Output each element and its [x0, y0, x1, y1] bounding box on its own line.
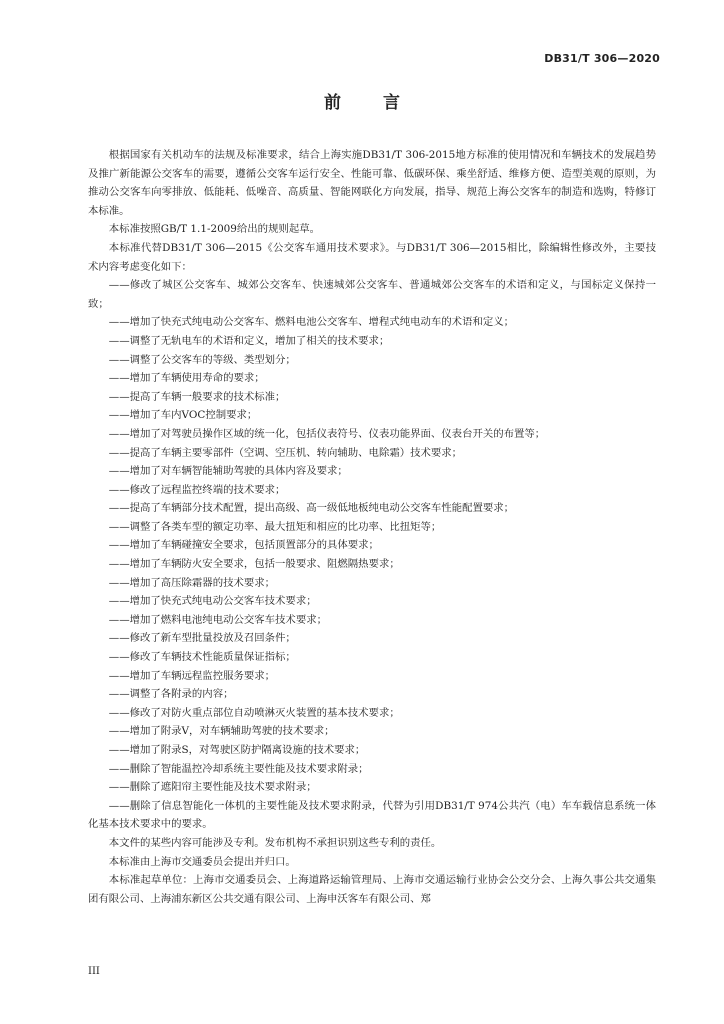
- page-number: III: [88, 966, 100, 977]
- paragraph: 本标准起草单位：上海市交通委员会、上海道路运输管理局、上海市交通运输行业协会公交分会、上海久事公共交通集团有限公司、上海浦东新区公共交通有限公司、上海申沃客车有限公司、郑: [88, 874, 656, 905]
- change-item: ——修改了城区公交客车、城郊公交客车、快速城郊公交客车、普通城郊公交客车的术语和定义，与国标定义保持一致；: [88, 279, 656, 310]
- page-title: 前 言: [324, 93, 418, 113]
- change-item: ——提高了车辆主要零部件（空调、空压机、转向辅助、电除霜）技术要求；: [108, 446, 463, 459]
- change-item: ——增加了对车辆智能辅助驾驶的具体内容及要求；: [108, 465, 348, 478]
- change-item: ——增加了附录V，对车辆辅助驾驶的技术要求；: [108, 725, 335, 738]
- change-item: ——调整了公交客车的等级、类型划分；: [108, 353, 296, 366]
- change-item: ——调整了无轨电车的术语和定义，增加了相关的技术要求；: [108, 334, 390, 347]
- paragraph: 本文件的某些内容可能涉及专利。发布机构不承担识别这些专利的责任。: [108, 836, 442, 849]
- change-item: ——增加了快充式纯电动公交客车技术要求；: [108, 595, 317, 608]
- change-item: ——增加了附录S，对驾驶区防护隔离设施的技术要求；: [108, 744, 366, 756]
- paragraph: 本标准由上海市交通委员会提出并归口。: [108, 855, 296, 868]
- change-item: ——增加了对驾驶员操作区域的统一化，包括仪表符号、仪表功能界面、仪表台开关的布置等；: [108, 427, 546, 440]
- paragraph: 本标准按照GB/T 1.1-2009给出的规则起草。: [108, 223, 321, 236]
- paragraph: 本标准代替DB31/T 306—2015《公交客车通用技术要求》。与DB31/T 306—2015相比，除编辑性修改外，主要技术内容考虑变化如下：: [88, 241, 656, 273]
- change-list: [88, 313, 656, 796]
- change-item: ——增加了车辆碰撞安全要求，包括顶置部分的具体要求；: [108, 539, 379, 552]
- foreword-body: [88, 146, 656, 908]
- change-item: ——提高了车辆一般要求的技术标准；: [108, 390, 286, 403]
- change-item: ——增加了燃料电池纯电动公交客车技术要求；: [108, 613, 327, 626]
- change-item: ——修改了车辆技术性能质量保证指标；: [108, 651, 296, 664]
- change-item: ——修改了对防火重点部位自动喷淋灭火装置的基本技术要求；: [108, 706, 400, 719]
- change-item: ——调整了各附录的内容；: [108, 688, 234, 701]
- change-item: ——增加了车辆使用寿命的要求；: [108, 372, 265, 385]
- change-item: ——修改了新车型批量投放及召回条件；: [108, 632, 296, 645]
- change-item: ——增加了车内VOC控制要求；: [108, 409, 258, 422]
- change-item: ——提高了车辆部分技术配置，提出高级、高一级低地板纯电动公交客车性能配置要求；: [108, 502, 515, 515]
- paragraph: 根据国家有关机动车的法规及标准要求，结合上海实施DB31/T 306-2015地方标准的使用情况和车辆技术的发展趋势及推广新能源公交客车的需要，遵循公交客车运行安全、性能可靠、低碳环保、乘坐舒适、维修方便、造型美观的原则，为推动公交客车向零排放、低能耗、低噪音、高质量、智能网联化方向发展，指导、规范上海公交客车的制造和选购，特修订本标准。: [88, 149, 656, 217]
- change-item: ——调整了各类车型的额定功率、最大扭矩和相应的比功率、比扭矩等；: [108, 520, 442, 533]
- change-item: ——删除了信息智能化一体机的主要性能及技术要求附录，代替为引用DB31/T 974公共汽（电）车车载信息系统一体化基本技术要求中的要求。: [88, 799, 656, 831]
- change-item: ——增加了高压除霜器的技术要求；: [108, 576, 276, 589]
- change-item: ——增加了车辆防火安全要求，包括一般要求、阻燃隔热要求；: [108, 558, 400, 571]
- change-item: ——修改了远程监控终端的技术要求；: [108, 483, 286, 496]
- change-item: ——增加了车辆远程监控服务要求；: [108, 669, 276, 682]
- document-code: DB31/T 306—2020: [544, 52, 660, 65]
- change-item: ——增加了快充式纯电动公交客车、燃料电池公交客车、增程式纯电动车的术语和定义；: [108, 316, 515, 329]
- change-item: ——删除了智能温控冷却系统主要性能及技术要求附录；: [108, 762, 369, 775]
- change-item: ——删除了遮阳帘主要性能及技术要求附录；: [108, 781, 317, 794]
